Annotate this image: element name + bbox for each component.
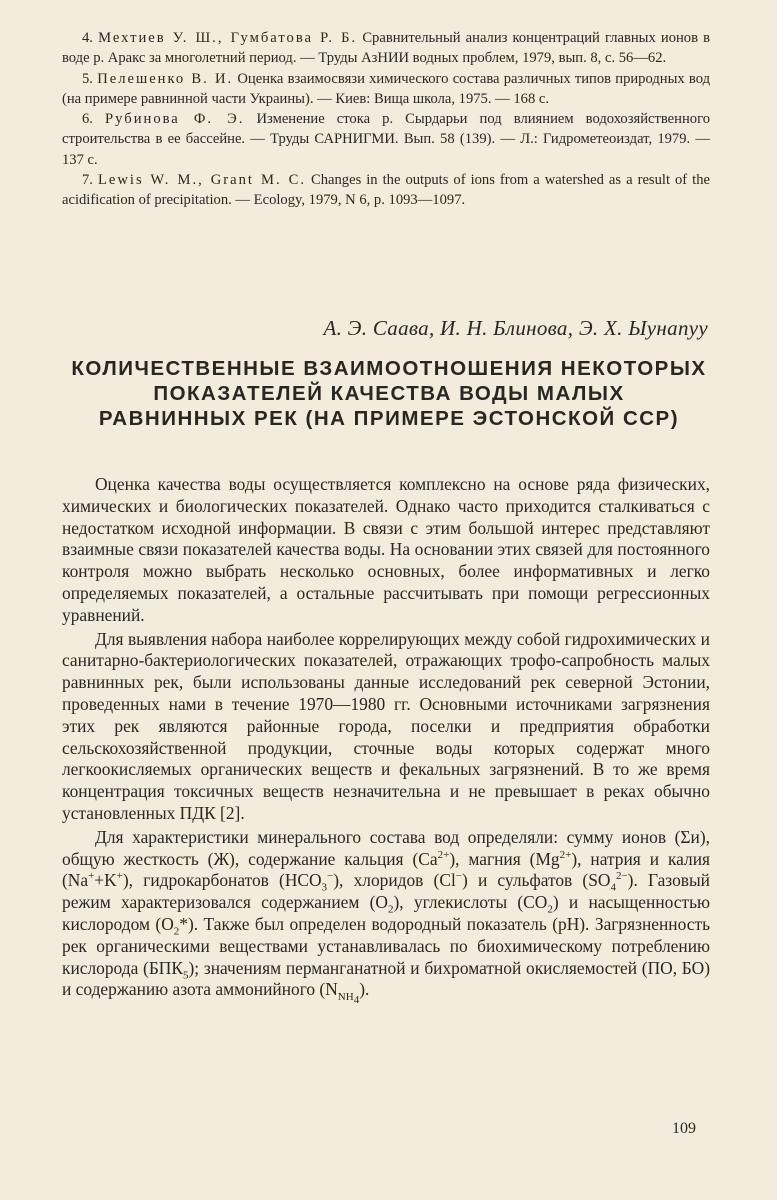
article-body bbox=[62, 474, 711, 1006]
reference-list bbox=[62, 28, 710, 211]
reference-author: Lewis W. M., Grant M. C. bbox=[97, 172, 306, 189]
reference-item: 4. Мехтиев У. Ш., Гумбатова Р. Б. Сравнительный анализ концентраций главных ионов в воде р. Аракс за многолетний период. — Труды АзНИИ водных проблем, 1979, вып. 8, с. 56—62. bbox=[62, 30, 710, 67]
reference-author: Пелешенко В. И. bbox=[97, 70, 234, 87]
paragraph: Для характеристики минерального состава вод определяли: сумму ионов (Σи), общую жесткость (Ж), содержание кальция $(Ca^{2+})$, магния $(Mg^{2+})$, натрия и калия (Na++K+), гидрокарбонатов $(HCO_3^-)$, хлоридов (Cl−) и сульфатов $(SO_4^{2-})$. Газовый режим характеризовался содержанием $(O_2)$, углекислоты $(CO_2)$ и насыщенностью кислородом $(O_2*)$. Также был определен водородный показатель (pH). Загрязненность рек органическими веществами устанавливалась по биохимическому потреблению кислорода $(БПК_5)$; значениям перманганатной и бихроматной окисляемостей (ПО, БО) и содержанию азота аммонийного $(N_{NH_4})$. bbox=[62, 826, 711, 1006]
reference-item: 5. Пелешенко В. И. Оценка взаимосвязи химического состава различных типов природных вод (на примере равнинной части Украины). — Киев: Вища школа, 1975. — 168 с. bbox=[62, 70, 710, 107]
title-line: ПОКАЗАТЕЛЕЙ КАЧЕСТВА ВОДЫ МАЛЫХ bbox=[153, 382, 625, 405]
paragraph: Для выявления набора наиболее коррелирующих между собой гидрохимических и санитарно-бактериологических показателей, отражающих трофо-сапробность малых равнинных рек, были использованы данные исследований рек северной Эстонии, проведенных нами в течение 1970—1980 гг. Основными источниками загрязнения этих рек являются районные города, поселки и предприятия обработки сельскохозяйственной продукции, сточные воды которых содержат много легкоокисляемых органических веществ и фекальных загрязнений. В то же время концентрация токсичных веществ незначительна и не превышает в реках обычно установленных ПДК [2]. bbox=[62, 628, 710, 823]
paragraph: Оценка качества воды осуществляется комплексно на основе ряда физических, химических и биологических показателей. Однако часто приходится сталкиваться с недостатком исходной информации. В связи с этим большой интерес представляют взаимные связи показателей качества воды. На основании этих связей для постоянного контроля можно выбрать несколько основных, более информативных и легко определяемых показателей, а остальные рассчитывать при помощи регрессионных уравнений. bbox=[62, 474, 710, 625]
reference-author: Рубинова Ф. Э. bbox=[105, 111, 245, 128]
reference-author: Мехтиев У. Ш., Гумбатова Р. Б. bbox=[98, 30, 358, 46]
reference-item: 6. Рубинова Ф. Э. Изменение стока р. Сырдарьи под влиянием водохозяйственного строительства в ее бассейне. — Труды САРНИГМИ. Вып. 58 (139). — Л.: Гидрометеоиздат, 1979. — 137 с. bbox=[62, 111, 710, 168]
page-number: 109 bbox=[672, 1120, 696, 1137]
title-line: КОЛИЧЕСТВЕННЫЕ ВЗАИМООТНОШЕНИЯ НЕКОТОРЫХ bbox=[71, 357, 707, 380]
reference-item: 7. Lewis W. M., Grant M. C. Changes in the outputs of ions from a watershed as a result of the acidification of precipitation. — Ecology, 1979, N 6, p. 1093—1097. bbox=[62, 172, 710, 209]
article-title bbox=[42, 356, 736, 431]
article-authors: А. Э. Саава, И. Н. Блинова, Э. Х. Ыунапуу bbox=[323, 316, 708, 340]
title-line: РАВНИННЫХ РЕК (НА ПРИМЕРЕ ЭСТОНСКОЙ ССР) bbox=[98, 407, 680, 430]
